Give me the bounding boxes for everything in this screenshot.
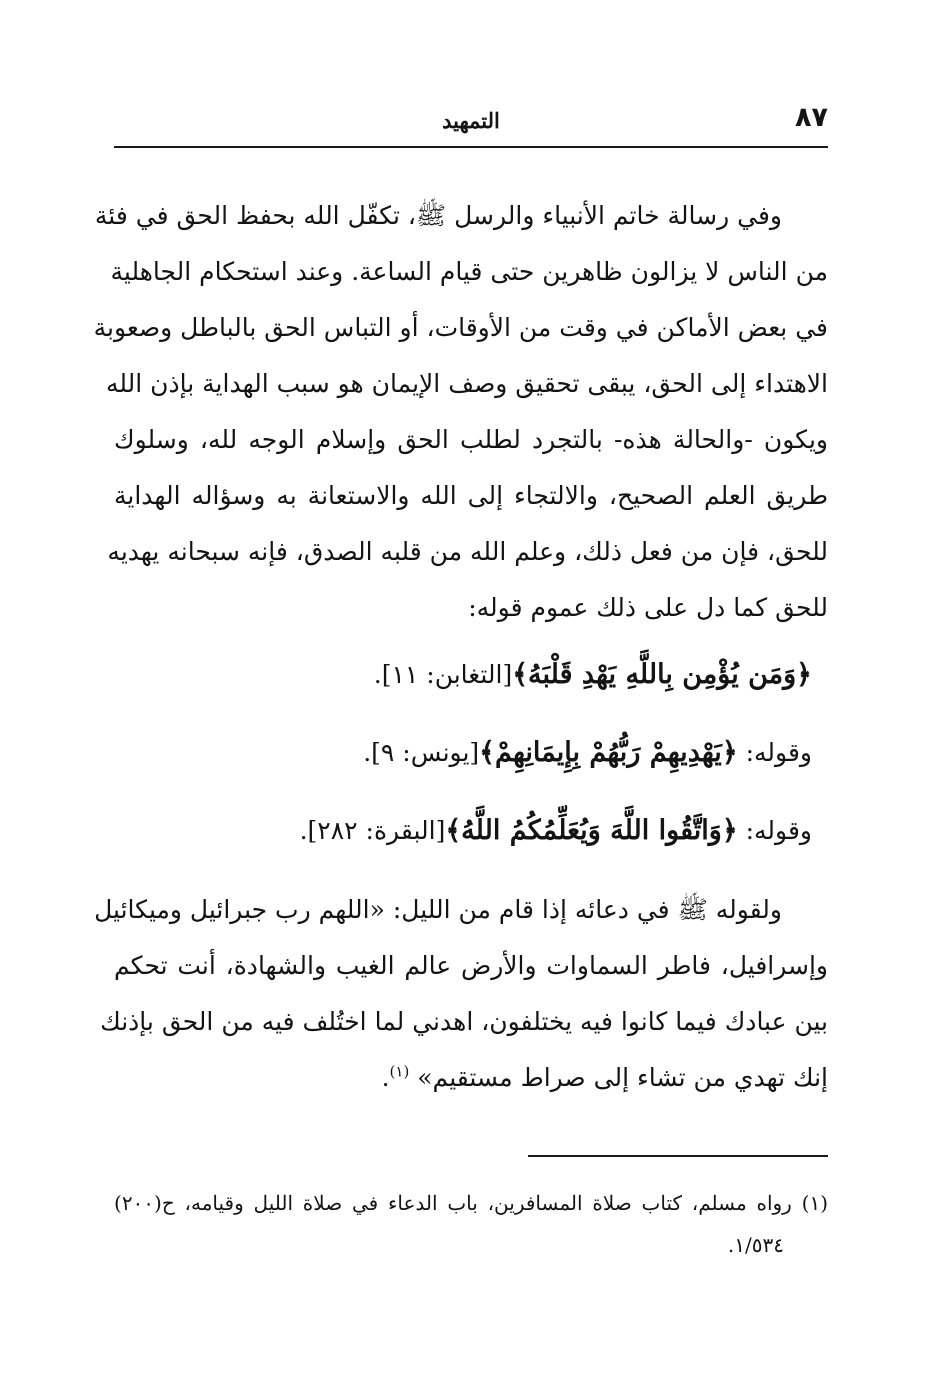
quran-verse	[114, 792, 828, 870]
page-number: ٨٧	[795, 102, 828, 133]
hadith-line: ولقوله ﷺ في دعائه إذا قام من الليل: «اللهم رب جبرائيل وميكائيل	[94, 895, 782, 924]
main-text	[93, 188, 828, 1106]
paragraph-line: الاهتداء إلى الحق، يبقى تحقيق وصف الإيمان هو سبب الهداية بإذن الله	[105, 369, 828, 398]
verse-quote: ﴿وَمَن يُؤْمِن بِاللَّهِ يَهْدِ قَلْبَهُ﴾	[512, 659, 812, 690]
paragraph-line: في بعض الأماكن في وقت من الأوقات، أو التباس الحق بالباطل وصعوبة	[93, 313, 828, 342]
footnote-rule	[528, 1155, 828, 1157]
verse-prefix: وقوله:	[737, 738, 812, 767]
paragraph-line: طريق العلم الصحيح، والالتجاء إلى الله والاستعانة به وسؤاله الهداية	[114, 481, 828, 510]
spacer	[114, 870, 828, 882]
footnote-marker[interactable]: (١)	[389, 1062, 410, 1081]
paragraph-line: ويكون -والحالة هذه- بالتجرد لطلب الحق وإسلام الوجه لله، وسلوك	[114, 425, 828, 454]
footnote-line: ١/٥٣٤.	[727, 1233, 784, 1257]
quran-verse	[114, 714, 828, 792]
quran-verse	[114, 636, 828, 714]
verse-reference: [البقرة: ٢٨٢].	[299, 816, 446, 845]
paragraph-line: وفي رسالة خاتم الأنبياء والرسل ﷺ، تكفّل الله بحفظ الحق في فئة	[94, 201, 782, 230]
running-title: التمهيد	[442, 108, 500, 133]
paragraph-line: للحق كما دل على ذلك عموم قوله:	[468, 593, 828, 622]
hadith-line: بين عبادك فيما كانوا فيه يختلفون، اهدني لما اختُلف فيه من الحق بإذنك	[100, 1007, 828, 1036]
hadith-line: وإسرافيل، فاطر السماوات والأرض عالم الغيب والشهادة، أنت تحكم	[114, 951, 828, 980]
verse-quote: ﴿يَهْدِيهِمْ رَبُّهُمْ بِإِيمَانِهِمْ﴾	[479, 737, 738, 768]
verse-prefix: وقوله:	[737, 816, 812, 845]
verse-quote: ﴿وَاتَّقُوا اللَّهَ وَيُعَلِّمُكُمُ اللَّهُ﴾	[445, 815, 738, 846]
page-header	[114, 100, 828, 144]
hadith-line-last	[114, 1050, 828, 1106]
verse-reference: [يونس: ٩].	[363, 738, 480, 767]
footnote-line: (١) رواه مسلم، كتاب صلاة المسافرين، باب الدعاء في صلاة الليل وقيامه، ح(٢٠٠)	[114, 1191, 828, 1215]
paragraph-line: للحق، فإن من فعل ذلك، وعلم الله من قلبه الصدق، فإنه سبحانه يهديه	[107, 537, 828, 566]
footnotes	[114, 1182, 828, 1266]
verse-reference: [التغابن: ١١].	[373, 660, 513, 689]
paragraph-line: من الناس لا يزالون ظاهرين حتى قيام الساعة. وعند استحكام الجاهلية	[110, 257, 828, 286]
hadith-text: إنك تهدي من تشاء إلى صراط مستقيم»	[417, 1063, 828, 1092]
hadith-end: .	[381, 1063, 390, 1092]
header-rule	[114, 146, 828, 148]
